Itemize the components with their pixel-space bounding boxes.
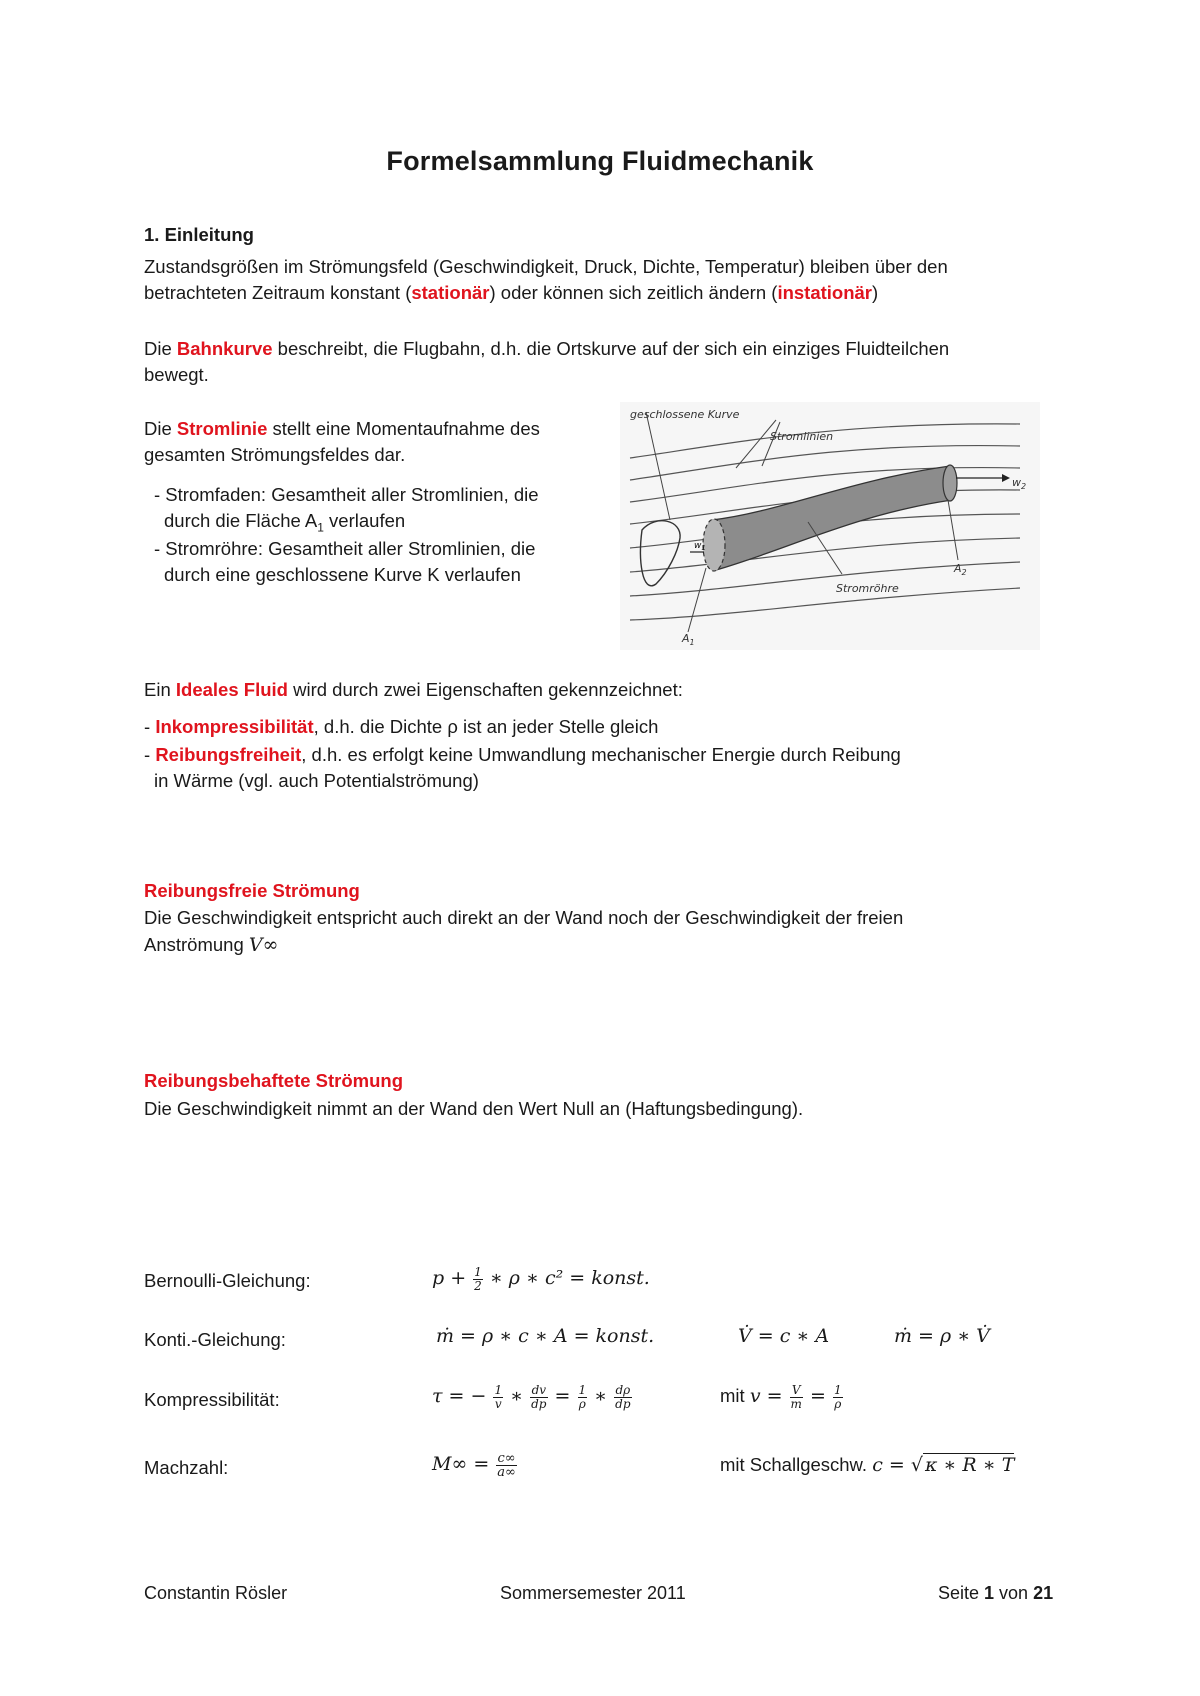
- streamtube-inlet: [703, 519, 725, 571]
- formula-label: Machzahl:: [144, 1457, 229, 1478]
- paragraph-line: [144, 336, 949, 362]
- term-bahnkurve: Bahnkurve: [176, 338, 273, 359]
- fraction: $\frac{V}{m}$: [790, 1383, 802, 1412]
- paragraph-line: Die Geschwindigkeit entspricht auch direkt an der Wand noch der Geschwindigkeit der freien: [144, 907, 904, 928]
- paragraph-line: [144, 416, 540, 442]
- term-instationaer: instationär: [777, 282, 873, 303]
- paragraph-line: Die Geschwindigkeit nimmt an der Wand den Wert Null an (Haftungsbedingung).: [144, 1098, 804, 1119]
- text: betrachteten Zeitraum konstant (: [144, 282, 412, 303]
- text: Die: [144, 338, 177, 359]
- paragraph-line: gesamten Strömungsfeldes dar.: [144, 444, 406, 465]
- paragraph-line: Zustandsgrößen im Strömungsfeld (Geschwindigkeit, Druck, Dichte, Temperatur) bleiben über den: [144, 256, 948, 277]
- bullet-line: [144, 714, 658, 740]
- footer-page-number: [938, 1583, 1053, 1604]
- text: p +: [432, 1267, 473, 1289]
- mach-equation: [432, 1444, 518, 1484]
- term-stationaer: stationär: [411, 282, 490, 303]
- current-page: 1: [984, 1583, 995, 1603]
- text: -: [144, 744, 156, 765]
- paragraph-line: [144, 677, 683, 703]
- fraction: $\frac{1}{\rho}$: [833, 1383, 842, 1412]
- text: durch die Fläche A: [164, 510, 318, 531]
- term-ideales-fluid: Ideales Fluid: [175, 679, 288, 700]
- streamtube-outlet: [943, 465, 957, 501]
- text: Anströmung: [144, 934, 249, 955]
- text: mit: [720, 1385, 750, 1406]
- text: -: [144, 716, 156, 737]
- text: Seite: [938, 1583, 985, 1603]
- label-w2: $w_2$: [1012, 476, 1027, 491]
- konti-equation-3: ṁ = ρ ∗ V̇: [894, 1325, 990, 1347]
- text: stellt eine Momentaufnahme des: [267, 418, 540, 439]
- section-heading: 1. Einleitung: [144, 224, 254, 245]
- text: , d.h. die Dichte ρ ist an jeder Stelle gleich: [313, 716, 659, 737]
- bullet-line: [144, 742, 901, 768]
- paragraph-line: [144, 280, 878, 306]
- text: M∞ =: [432, 1453, 496, 1475]
- formula-label: Kompressibilität:: [144, 1389, 280, 1410]
- compressibility-equation: τ = − $\frac{1}{v}$ ∗ $\frac{dv}{dp}$ = $\frac{1}{\rho}$ ∗ $\frac{d\rho}{dp}$: [432, 1382, 631, 1411]
- subscript: 1: [317, 520, 324, 535]
- text: Ein: [144, 679, 176, 700]
- konti-equation-2: V̇ = c ∗ A: [738, 1325, 830, 1347]
- speed-of-sound-definition: [720, 1448, 1014, 1484]
- paragraph-line: bewegt.: [144, 364, 209, 385]
- page-title: Formelsammlung Fluidmechanik: [386, 146, 814, 176]
- label-stromlinien: Stromlinien: [770, 430, 834, 443]
- label-a2: $A_2$: [954, 562, 967, 577]
- label-kurve: geschlossene Kurve: [630, 408, 740, 421]
- v-infinity: V∞: [248, 934, 279, 956]
- text: τ = −: [432, 1385, 493, 1407]
- formula-label: Bernoulli-Gleichung:: [144, 1270, 311, 1291]
- sqrt-content: κ ∗ R ∗ T: [924, 1454, 1015, 1476]
- streamtube-figure: [620, 402, 1040, 650]
- bernoulli-equation: [432, 1258, 650, 1298]
- paragraph-line: [144, 932, 278, 958]
- formula-label: Konti.-Gleichung:: [144, 1329, 286, 1350]
- fraction: $\frac{c\infty}{a\infty}$: [497, 1450, 516, 1480]
- sqrt-sign: √: [910, 1454, 923, 1476]
- footer-author: Constantin Rösler: [144, 1583, 288, 1603]
- text: , d.h. es erfolgt keine Umwandlung mechanischer Energie durch Reibung: [301, 744, 901, 765]
- fraction: $\frac{dv}{dp}$: [531, 1382, 547, 1411]
- text: wird durch zwei Eigenschaften gekennzeichnet:: [287, 679, 683, 700]
- konti-equation-1: ṁ = ρ ∗ c ∗ A = konst.: [436, 1325, 655, 1347]
- text: ) oder können sich zeitlich ändern (: [489, 282, 778, 303]
- text: c =: [872, 1454, 911, 1476]
- bullet-line: - Stromröhre: Gesamtheit aller Stromlinien, die: [154, 538, 536, 559]
- footer-semester: Sommersemester 2011: [500, 1583, 686, 1603]
- label-w1: $w_1$: [694, 541, 706, 552]
- text: mit Schallgeschw.: [720, 1454, 873, 1475]
- total-pages: 21: [1033, 1583, 1054, 1603]
- text: Die: [144, 418, 177, 439]
- text: ): [872, 282, 879, 303]
- text: =: [548, 1385, 577, 1407]
- subsection-heading: Reibungsfreie Strömung: [144, 880, 360, 901]
- text: ∗ ρ ∗ c² = konst.: [483, 1267, 650, 1289]
- fraction: $\frac{d\rho}{dp}$: [615, 1382, 631, 1411]
- bullet-line: - Stromfaden: Gesamtheit aller Stromlinien, die: [154, 484, 539, 505]
- subsection-heading: Reibungsbehaftete Strömung: [144, 1070, 404, 1091]
- compressibility-definition: mit v = $\frac{V}{m}$ = $\frac{1}{\rho}$: [720, 1383, 842, 1412]
- label-stromroehre: Stromröhre: [836, 582, 899, 595]
- fraction: $\frac{1}{\rho}$: [578, 1382, 587, 1411]
- text: verlaufen: [323, 510, 406, 531]
- fraction: $\frac{1}{v}$: [494, 1382, 503, 1411]
- text: v =: [749, 1385, 789, 1407]
- text: beschreibt, die Flugbahn, d.h. die Ortskurve auf der sich ein einziges Fluidteilchen: [272, 338, 950, 359]
- text: von: [994, 1583, 1034, 1603]
- term-reibungsfreiheit: Reibungsfreiheit: [155, 744, 302, 765]
- label-a1: $A_1$: [682, 632, 695, 647]
- term-inkompressibilitaet: Inkompressibilität: [155, 716, 314, 737]
- bullet-line: durch eine geschlossene Kurve K verlaufen: [164, 564, 521, 585]
- fraction: $\frac{1}{2}$: [474, 1264, 482, 1293]
- term-stromlinie: Stromlinie: [176, 418, 268, 439]
- bullet-line: in Wärme (vgl. auch Potentialströmung): [154, 770, 479, 791]
